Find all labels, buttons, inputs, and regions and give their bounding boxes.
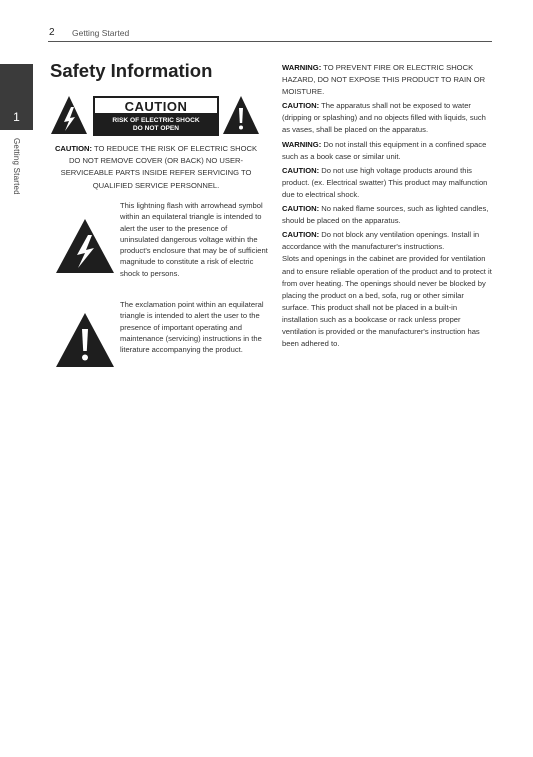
caution-box-title: CAUTION <box>94 97 218 114</box>
caution-statement-text: TO REDUCE THE RISK OF ELECTRIC SHOCK DO NOT REMOVE COVER (OR BACK) NO USER-SERVICEABLE PARTS INSIDE REFER SERVICING TO QUALIFIED SERVICE PERSONNEL. <box>60 144 258 190</box>
exclamation-symbol-icon <box>55 312 115 368</box>
chapter-number: 1 <box>13 110 20 124</box>
caution-box <box>93 96 219 136</box>
lightning-explanation: This lightning flash with arrowhead symbol within an equilateral triangle is intended to alert the user to the presence of uninsulated dangerous voltage within the product's enclosure that may be of sufficient magnitude to constitute a risk of electric shock to persons. <box>120 201 268 278</box>
page-title: Safety Information <box>50 60 213 81</box>
caution-paragraph: CAUTION: Do not block any ventilation openings. Install in accordance with the manufacturer's instructions. <box>282 230 480 252</box>
caution-paragraph: CAUTION: No naked flame sources, such as lighted candles, should be placed on the apparatus. <box>282 204 489 226</box>
exclamation-warning-icon <box>222 95 260 135</box>
exclamation-explanation: The exclamation point within an equilateral triangle is intended to alert the user to the presence of important operating and maintenance (servicing) instructions in the literature accompanying the product. <box>120 300 264 355</box>
page-number: 2 <box>49 27 55 38</box>
warning-paragraph: WARNING: Do not install this equipment in a confined space such as a book case or similar unit. <box>282 139 487 161</box>
caution-paragraph: CAUTION: The apparatus shall not be exposed to water (dripping or splashing) and no objects filled with liquids, such as vases, shall be placed on the apparatus. <box>282 101 486 135</box>
running-head: Getting Started <box>72 28 130 38</box>
caution-statement-label: CAUTION: <box>54 144 93 153</box>
caution-label-graphic <box>50 95 262 137</box>
caution-box-line-1: RISK OF ELECTRIC SHOCK <box>112 117 200 124</box>
lightning-warning-icon <box>50 95 88 135</box>
caution-paragraph: CAUTION: Do not use high voltage products around this product. (ex. Electrical swatter) This product may malfunction due to electrical shock. <box>282 165 488 199</box>
caution-box-line-2: DO NOT OPEN <box>132 125 180 132</box>
lightning-symbol-icon <box>55 218 115 274</box>
chapter-label: Getting Started <box>12 138 21 195</box>
header-rule <box>48 41 492 42</box>
caution-statement <box>50 143 262 192</box>
right-column <box>282 62 492 352</box>
ventilation-paragraph: Slots and openings in the cabinet are provided for ventilation and to ensure reliable operation of the product and to protect it from over heating. The openings should never be blocked by placing the product on a bed, sofa, rug or other similar surface. This product shall not be placed in a built-in installation such as a bookcase or rack unless proper ventilation is provided or the manufacturer's instruction has been adhered to. <box>282 254 492 349</box>
warning-paragraph: WARNING: TO PREVENT FIRE OR ELECTRIC SHOCK HAZARD, DO NOT EXPOSE THIS PRODUCT TO RAIN OR MOISTURE. <box>282 63 486 97</box>
